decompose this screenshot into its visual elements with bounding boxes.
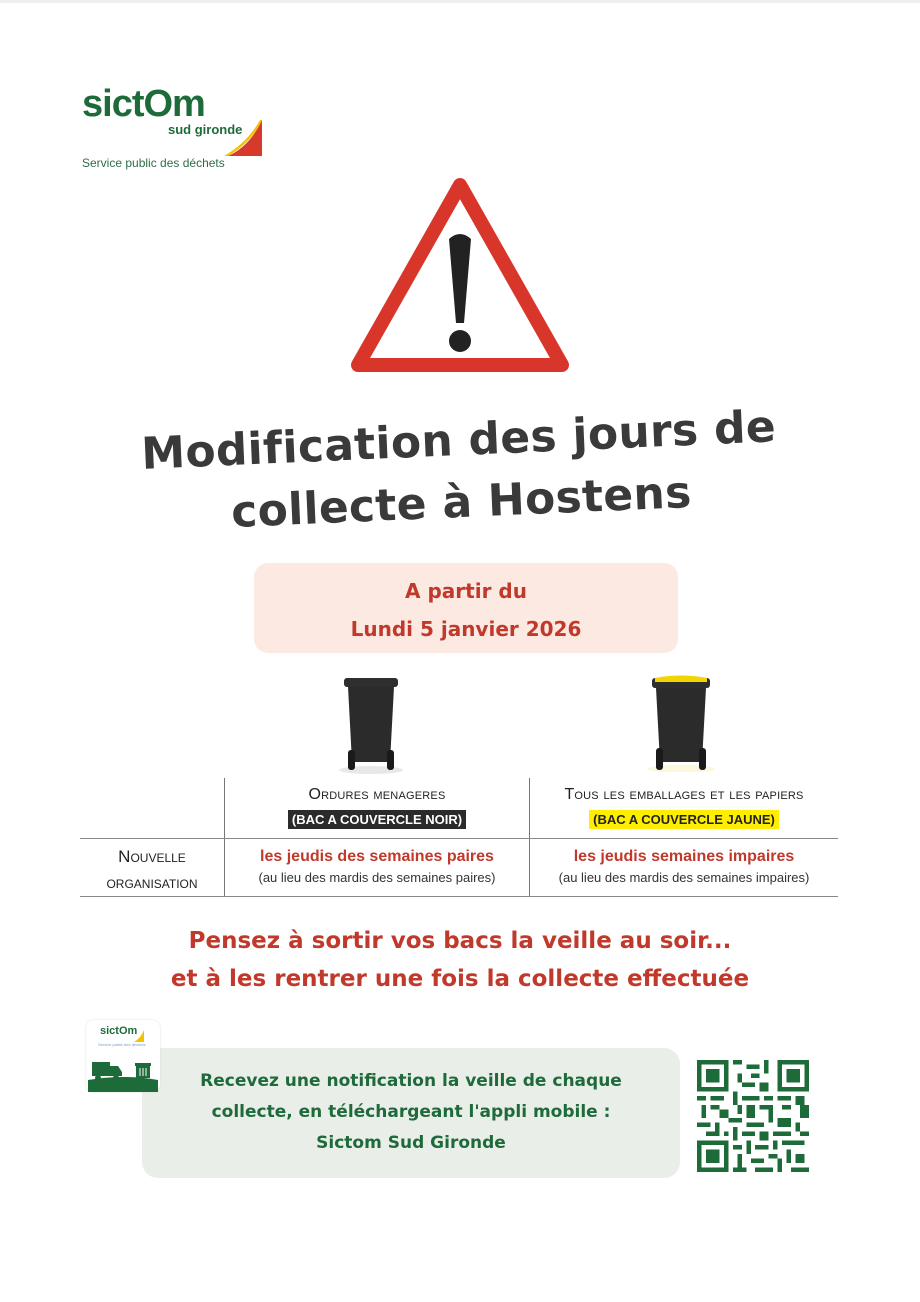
row-label-new-organisation xyxy=(80,844,224,896)
logo-subtitle: sud gironde xyxy=(168,122,243,137)
yellow-lid-bin-icon xyxy=(646,672,716,772)
black-lid-bin-icon xyxy=(336,674,406,774)
effective-date-box xyxy=(254,563,678,653)
column-header-packaging xyxy=(530,786,838,829)
app-icon-artwork-icon xyxy=(86,1020,160,1092)
app-promo-line-1: Recevez une notification la veille de chaque xyxy=(200,1071,622,1091)
app-promo-line-2: collecte, en téléchargeant l'appli mobile : xyxy=(211,1102,611,1122)
row-label-line-2: organisation xyxy=(106,873,198,892)
table-divider xyxy=(80,896,838,897)
warning-triangle-icon xyxy=(348,175,572,375)
svg-text:sictOm: sictOm xyxy=(100,1025,138,1037)
sictom-logo xyxy=(82,84,262,174)
reminder-line-1: Pensez à sortir vos bacs la veille au soir... xyxy=(188,928,732,954)
title-line-1: Modification des jours de xyxy=(140,401,777,480)
table-divider xyxy=(80,838,838,839)
new-collection-day: les jeudis semaines impaires xyxy=(573,848,795,865)
reminder-line-2: et à les rentrer une fois la collecte effectuée xyxy=(170,966,750,992)
logo-tagline: Service public des déchets xyxy=(82,156,225,170)
app-name: Sictom Sud Gironde xyxy=(316,1133,506,1153)
previous-collection-day: (au lieu des mardis des semaines impaires) xyxy=(558,870,810,885)
column-title: Ordures menageres xyxy=(308,786,446,803)
yellow-lid-tag: (BAC A COUVERCLE JAUNE) xyxy=(589,810,779,829)
black-lid-tag: (BAC A COUVERCLE NOIR) xyxy=(288,810,466,829)
qr-code[interactable] xyxy=(697,1060,809,1172)
row-label-line-1: Nouvelle xyxy=(118,847,186,866)
reminder-message xyxy=(100,922,820,998)
previous-collection-day: (au lieu des mardis des semaines paires) xyxy=(258,870,496,885)
column-header-household-waste xyxy=(225,786,529,829)
table-cell-packaging xyxy=(530,846,838,888)
app-promo-box xyxy=(142,1048,680,1178)
scan-edge xyxy=(0,0,920,3)
page-title xyxy=(108,395,813,549)
effective-date: Lundi 5 janvier 2026 xyxy=(350,617,582,641)
column-title: Tous les emballages et les papiers xyxy=(564,786,804,803)
title-line-2: collecte à Hostens xyxy=(230,466,693,538)
sictom-app-icon xyxy=(86,1020,160,1092)
logo-wordmark: sictOm xyxy=(82,83,205,125)
svg-text:Service public des déchets: Service public des déchets xyxy=(98,1042,146,1047)
date-intro: A partir du xyxy=(405,579,527,603)
new-collection-day: les jeudis des semaines paires xyxy=(260,848,494,865)
table-cell-household-waste xyxy=(225,846,529,888)
